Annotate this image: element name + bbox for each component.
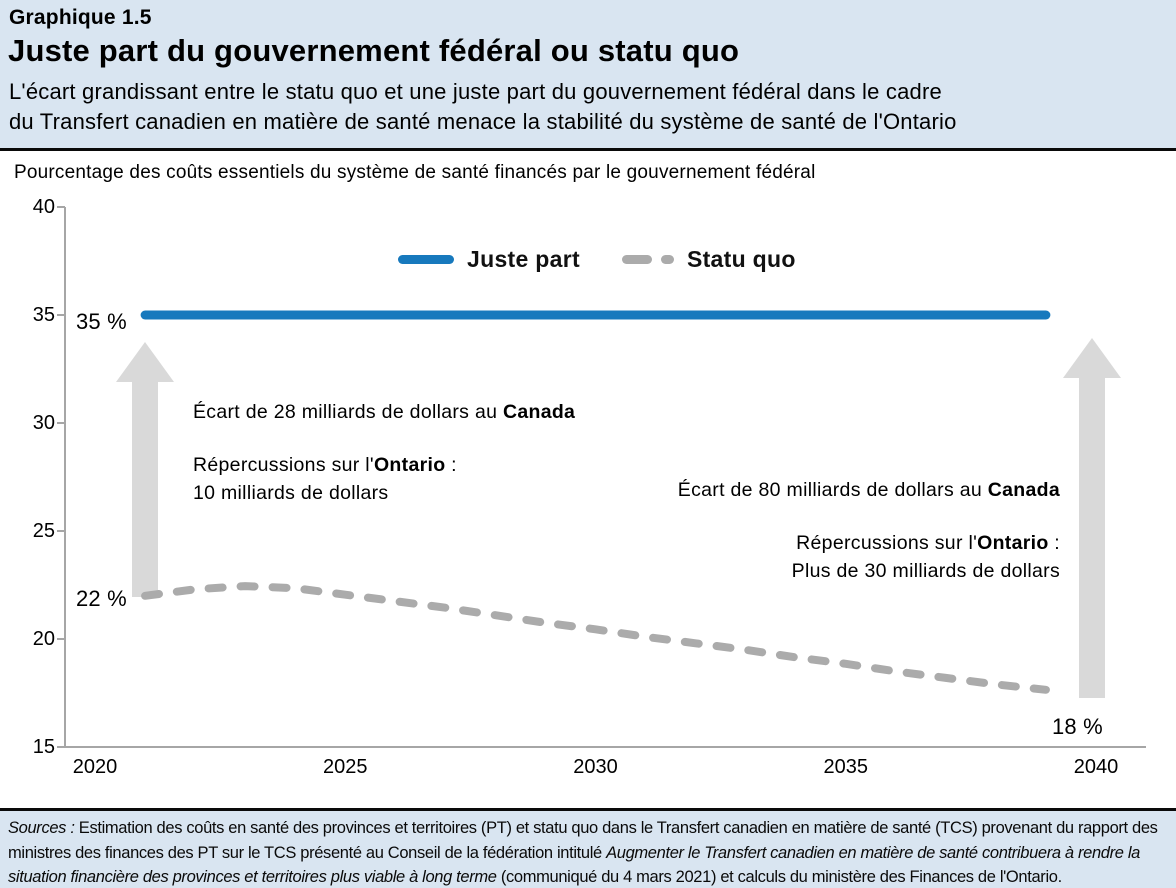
series-line-statu-quo <box>145 586 1046 690</box>
legend-dash-short <box>661 255 674 264</box>
growth-arrow-left <box>116 342 174 597</box>
figure-number: Graphique 1.5 <box>9 6 152 29</box>
chart-legend <box>398 246 796 273</box>
legend-status-quo-swatch <box>622 255 674 264</box>
legend-status-quo-label: Statu quo <box>686 246 796 272</box>
legend-fair-share-swatch <box>398 255 454 264</box>
figure-title: Juste part du gouvernement fédéral ou statu quo <box>8 33 740 68</box>
annotation-gap-2040-amount: Plus de 30 milliards de dollars <box>791 560 1060 582</box>
y-tick-label-15: 15 <box>32 736 55 758</box>
annotation-gap-2021-ontario: Répercussions sur l'Ontario : <box>193 454 457 476</box>
annotation-gap-2040-ontario: Répercussions sur l'Ontario : <box>796 532 1060 554</box>
y-axis-title: Pourcentage des coûts essentiels du système de santé financés par le gouvernement fédéral <box>14 162 816 183</box>
legend-item-statu-quo <box>622 246 796 273</box>
y-tick-label-40: 40 <box>32 196 55 218</box>
sources-note: Sources : Estimation des coûts en santé des provinces et territoires (PT) et statu quo dans le Transfert canadien en matière de santé (TCS) provenant du rapport des ministres des finances des PT sur le TCS présenté au Conseil de la fédération intitulé Augmenter le Transfert canadien en matière de santé contribuera à rendre la situation financière des provinces et territoires plus viable à long terme (communiqué du 4 mars 2021) et calculs du ministère des Finances de l'Ontario. <box>8 819 1158 886</box>
fair-share-start-label: 35 % <box>76 309 127 334</box>
y-tick-label-20: 20 <box>32 628 55 650</box>
annotation-spacer <box>678 504 1060 529</box>
figure-footer <box>0 811 1176 888</box>
y-tick-label-25: 25 <box>32 520 55 542</box>
x-tick-label-2040: 2040 <box>1073 756 1119 778</box>
annotation-gap-2040 <box>678 476 1060 585</box>
status-quo-end-label: 18 % <box>1052 714 1103 739</box>
legend-item-juste-part <box>398 246 580 273</box>
annotation-spacer <box>193 426 575 451</box>
figure-subtitle-line2: du Transfert canadien en matière de santé menace la stabilité du système de santé de l'Ontario <box>9 109 957 134</box>
figure-subtitle-line1: L'écart grandissant entre le statu quo et une juste part du gouvernement fédéral dans le cadre <box>9 79 942 104</box>
status-quo-start-label: 22 % <box>76 586 127 611</box>
x-tick-label-2020: 2020 <box>72 756 118 778</box>
sources-label: Sources : <box>8 819 75 837</box>
report-title: Augmenter le Transfert canadien en matière de santé contribuera à rendre la situation financière des provinces et territoires plus viable à long terme <box>8 843 1140 886</box>
y-tick-label-35: 35 <box>32 304 55 326</box>
x-tick-label-2025: 2025 <box>323 756 368 778</box>
legend-dash-long <box>622 255 652 264</box>
x-tick-label-2030: 2030 <box>573 756 618 778</box>
growth-arrow-right <box>1063 338 1121 698</box>
annotation-gap-2040-canada: Écart de 80 milliards de dollars au Canada <box>677 479 1060 501</box>
annotation-gap-2021-amount: 10 milliards de dollars <box>193 482 389 504</box>
annotation-gap-2021 <box>193 398 575 507</box>
annotation-gap-2021-canada: Écart de 28 milliards de dollars au Canada <box>193 401 576 423</box>
y-tick-label-30: 30 <box>32 412 55 434</box>
legend-fair-share-label: Juste part <box>467 246 580 272</box>
x-tick-label-2035: 2035 <box>823 756 868 778</box>
